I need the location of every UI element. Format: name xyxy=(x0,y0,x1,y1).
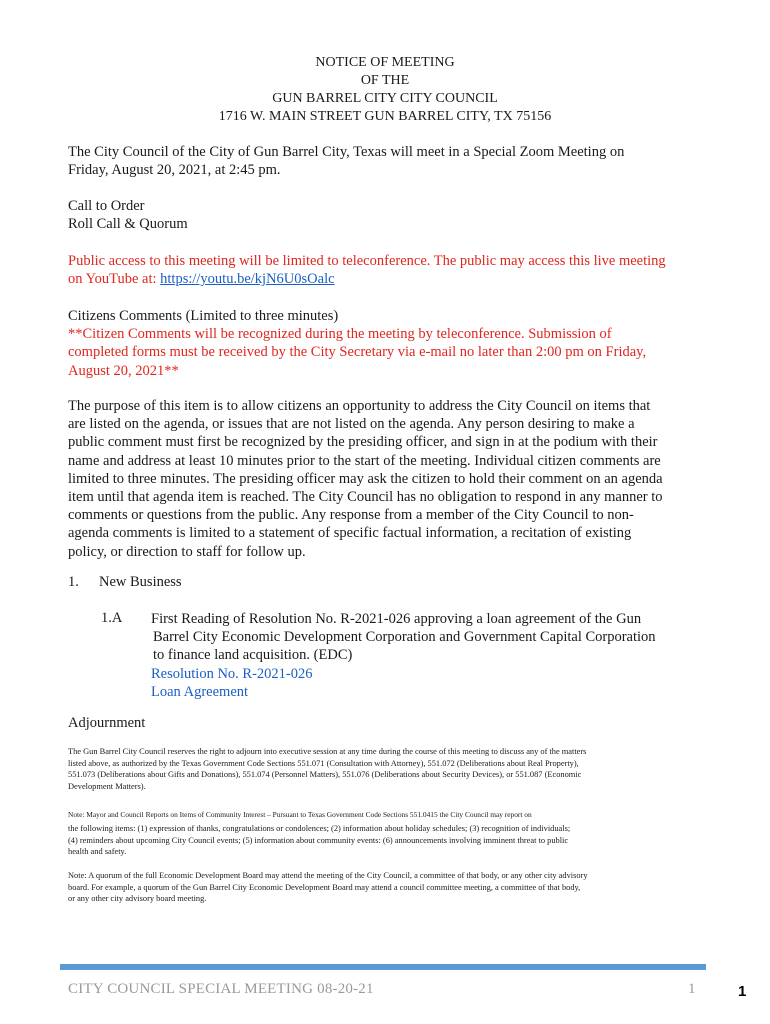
executive-session-notice xyxy=(68,746,693,792)
exec-session-line: 551.073 (Deliberations about Gifts and Donations), 551.074 (Personnel Matters), 551.076 (Deliberations about Security Devices), or 551.087 (Economic xyxy=(68,770,582,780)
intro-line-2: Friday, August 20, 2021, at 2:45 pm. xyxy=(68,162,281,179)
header-line-3: GUN BARREL CITY CITY COUNCIL xyxy=(272,91,498,106)
intro-line-1: The City Council of the City of Gun Barrel City, Texas will meet in a Special Zoom Meeting on xyxy=(68,144,625,160)
purpose-paragraph xyxy=(68,397,708,561)
viewer-page-number: 1 xyxy=(738,983,747,1000)
reports-items-line: health and safety. xyxy=(68,847,127,857)
footer-page-number: 1 xyxy=(688,981,696,997)
citizens-comments-section xyxy=(68,307,708,380)
quorum-note-line: board. For example, a quorum of the Gun Barrel City Economic Development Board may attend a council committee meeting, a committee of that body, xyxy=(68,882,581,892)
intro-paragraph xyxy=(68,143,708,179)
council-reports-note: Note: Mayor and Council Reports on Items of Community Interest – Pursuant to Texas Government Code Sections 551.0415 the City Council may report on xyxy=(68,810,532,819)
header-line-4: 1716 W. MAIN STREET GUN BARREL CITY, TX 75156 xyxy=(218,109,552,124)
header-line-1: NOTICE OF MEETING xyxy=(315,55,455,70)
exec-session-line: listed above, as authorized by the Texas Government Code Sections 551.071 (Consultation with Attorney), 551.072 (Deliberations about Real Property), xyxy=(68,758,579,768)
quorum-note xyxy=(68,870,693,905)
quorum-note-line: Note: A quorum of the full Economic Development Board may attend the meeting of the City Council, a committee of that body, or any other city advisory xyxy=(68,871,588,880)
roll-call: Roll Call & Quorum xyxy=(68,216,188,233)
quorum-note-line: or any other city advisory board meeting. xyxy=(68,894,207,904)
public-access-line-2 xyxy=(68,270,708,288)
citizens-comments-heading: Citizens Comments (Limited to three minutes) xyxy=(68,308,339,324)
new-business-title: New Business xyxy=(99,574,182,590)
header-line-2: OF THE xyxy=(360,73,410,88)
purpose-line: comments or questions from the public. Any response from a member of the City Council to non- xyxy=(68,507,634,524)
citizens-note-line-1: **Citizen Comments will be recognized during the meeting by teleconference. Submission of xyxy=(68,326,612,343)
item-1a-line-1: First Reading of Resolution No. R-2021-026 approving a loan agreement of the Gun xyxy=(151,611,642,627)
purpose-line: public comment must first be recognized by the presiding officer, and sign in at the podium with their xyxy=(68,434,658,451)
public-access-line-1: Public access to this meeting will be limited to teleconference. The public may access this live meeting xyxy=(68,253,666,269)
youtube-link[interactable]: https://youtu.be/kjN6U0sOalc xyxy=(160,271,335,288)
reports-items-line: (4) reminders about upcoming City Council events; (5) information about community events: (6) announcements involving imminent threat to public xyxy=(68,835,569,845)
council-reports-items xyxy=(68,823,693,858)
resolution-link[interactable]: Resolution No. R-2021-026 xyxy=(151,665,313,682)
purpose-line: The purpose of this item is to allow citizens an opportunity to address the City Council on items that xyxy=(68,398,651,414)
adjournment: Adjournment xyxy=(68,715,146,731)
public-access-prefix: on YouTube at: xyxy=(68,271,161,288)
reports-items-line: the following items: (1) expression of thanks, congratulations or condolences; (2) information about holiday schedules; (3) recognition of individuals; xyxy=(68,824,571,833)
footer-meeting-title: CITY COUNCIL SPECIAL MEETING 08-20-21 xyxy=(68,981,374,997)
exec-session-line: The Gun Barrel City Council reserves the right to adjourn into executive session at any time during the course of this meeting to discuss any of the matters xyxy=(68,747,587,756)
purpose-line: limited to three minutes. The presiding officer may ask the citizen to hold their comment on an agenda xyxy=(68,470,663,487)
citizens-note-line-3: August 20, 2021** xyxy=(68,362,179,379)
loan-agreement-link[interactable]: Loan Agreement xyxy=(151,683,249,700)
meeting-notice-header xyxy=(0,54,770,126)
purpose-line: name and address at least 10 minutes prior to the start of the meeting. Individual citizen comments are xyxy=(68,452,661,469)
public-access-notice xyxy=(68,252,708,288)
opening-items xyxy=(68,197,708,233)
call-to-order: Call to Order xyxy=(68,198,145,214)
item-1a-line-3: to finance land acquisition. (EDC) xyxy=(153,647,353,664)
purpose-line: item until that agenda item is reached. The City Council has no obligation to respond in any manner to xyxy=(68,489,663,506)
exec-session-line: Development Matters). xyxy=(68,781,146,791)
item-1a-line-2: Barrel City Economic Development Corporation and Government Capital Corporation xyxy=(153,629,656,646)
purpose-line: are listed on the agenda, or issues that are not listed on the agenda. Any person desiring to make a xyxy=(68,416,635,433)
purpose-line: policy, or direction to staff for follow up. xyxy=(68,543,306,560)
citizens-note-line-2: completed forms must be received by the City Secretary via e-mail no later than 2:00 pm on Friday, xyxy=(68,344,647,361)
new-business-number: 1. xyxy=(68,574,79,590)
item-1a-number: 1.A xyxy=(101,610,123,626)
item-1a-description xyxy=(151,610,711,701)
purpose-line: agenda comments is limited to a statement of specific factual information, a recitation of existing xyxy=(68,525,632,542)
footer-rule xyxy=(60,964,706,970)
